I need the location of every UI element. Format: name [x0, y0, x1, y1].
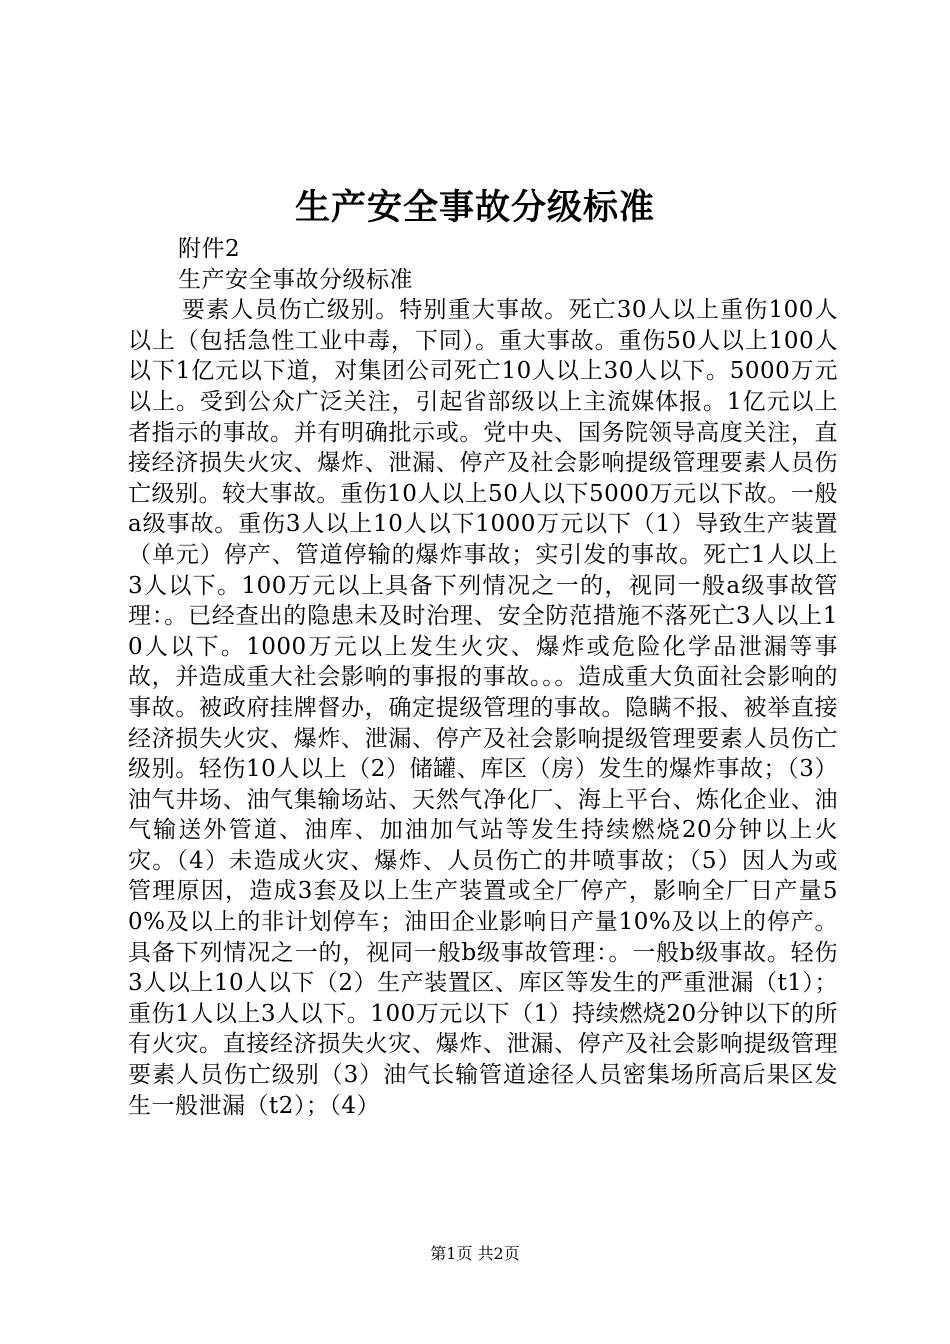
body-paragraph: 要素人员伤亡级别。特别重大事故。死亡30人以上重伤100人以上（包括急性工业中毒，下同）。重大事故。重伤50人以上100人以下1亿元以下道，对集团公司死亡10人以上30人以下。5000万元以上。受到公众广泛关注，引起省部级以上主流媒体报。1亿元以上者指示的事故。并有明确批示或。党中央、国务院领导高度关注，直接经济损失火灾、爆炸、泄漏、停产及社会影响提级管理要素人员伤亡级别。较大事故。重伤10人以上50人以下5000万元以下故。一般a级事故。重伤3人以上10人以下1000万元以下（1）导致生产装置（单元）停产、管道停输的爆炸事故；实引发的事故。死亡1人以上3人以下。100万元以上具备下列情况之一的，视同一般a级事故管理：。已经查出的隐患未及时治理、安全防范措施不落死亡3人以上10人以下。1000万元以上发生火灾、爆炸或危险化学品泄漏等事故，并造成重大社会影响的事报的事故。。。造成重大负面社会影响的事故。被政府挂牌督办，确定提级管理的事故。隐瞒不报、被举直接经济损失火灾、爆炸、泄漏、停产及社会影响提级管理要素人员伤亡级别。轻伤10人以上（2）储罐、库区（房）发生的爆炸事故；（3）油气井场、油气集输场站、天然气净化厂、海上平台、炼化企业、油气输送外管道、油库、加油加气站等发生持续燃烧20分钟以上火灾。（4）未造成火灾、爆炸、人员伤亡的井喷事故；（5）因人为或管理原因，造成3套及以上生产装置或全厂停产，影响全厂日产量50%及以上的非计划停车；油田企业影响日产量10%及以上的停产。具备下列情况之一的，视同一般b级事故管理：。一般b级事故。轻伤3人以上10人以下（2）生产装置区、库区等发生的严重泄漏（t1）；重伤1人以上3人以下。100万元以下（1）持续燃烧20分钟以下的所有火灾。直接经济损失火灾、爆炸、泄漏、停产及社会影响提级管理要素人员伤亡级别（3）油气长输管道途径人员密集场所高后果区发生一般泄漏（t2）；（4）	[128, 297, 838, 1119]
document-title: 生产安全事故分级标准	[294, 187, 655, 228]
page-footer: 第1页 共2页	[430, 1244, 520, 1263]
document-content	[128, 234, 838, 1121]
document-subtitle: 生产安全事故分级标准	[178, 266, 413, 293]
attachment-label: 附件2	[178, 236, 241, 262]
